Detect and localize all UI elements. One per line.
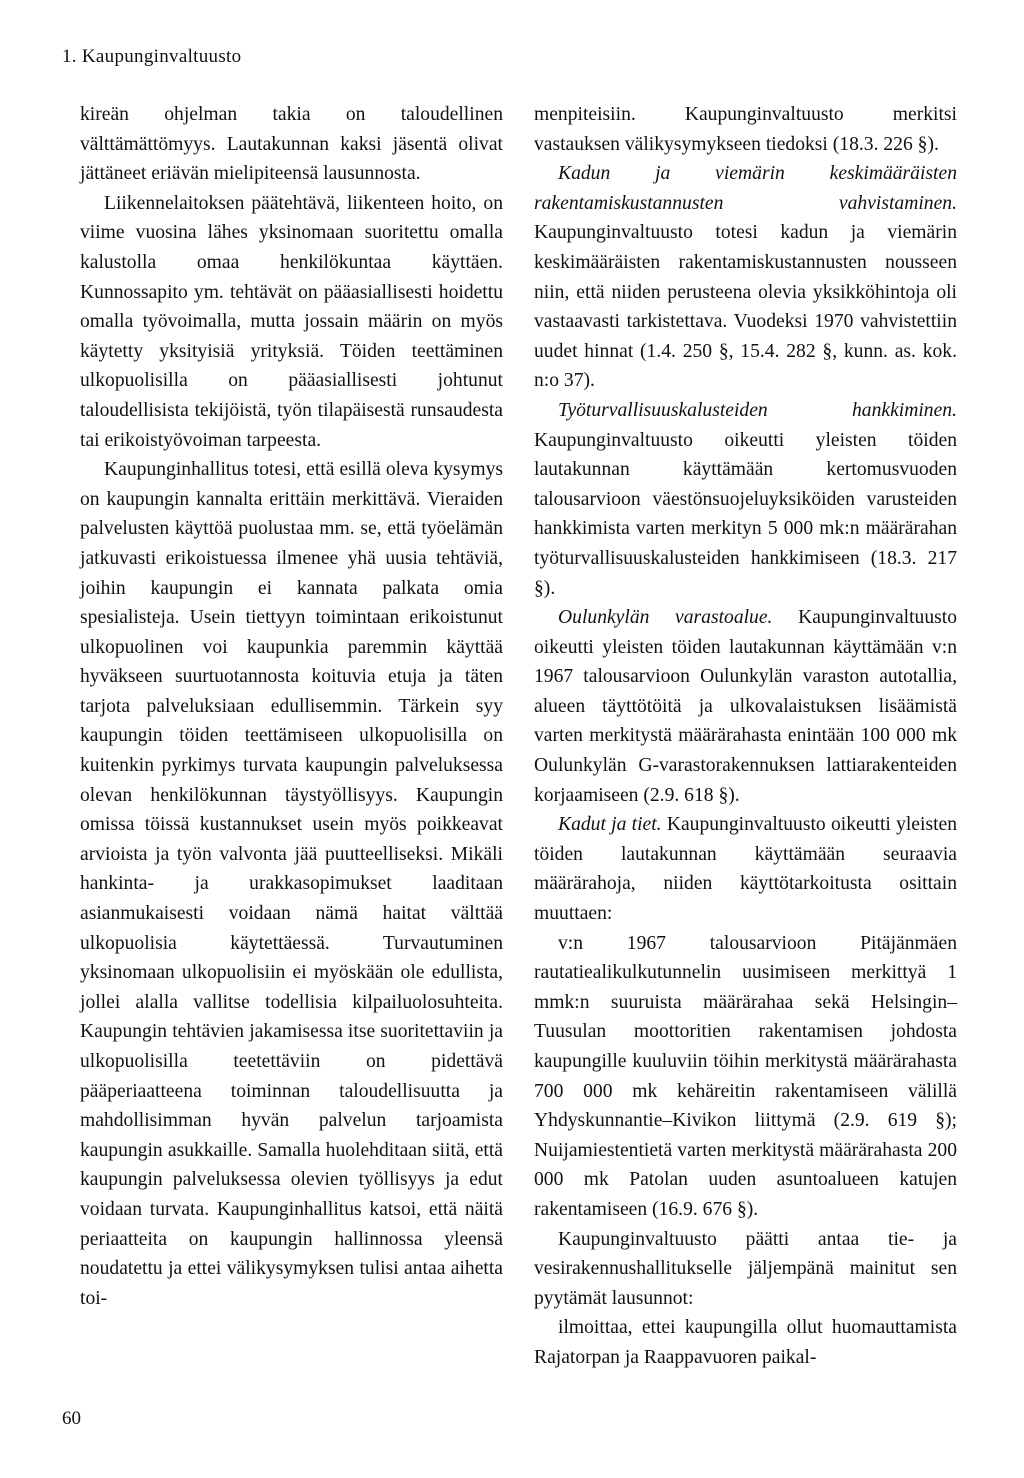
paragraph: v:n 1967 talousarvioon Pitäjänmäen rautatiealikulkutunnelin uusimiseen merkittyä 1 mmk:n suuruista määrärahaa sekä Helsingin–Tuusulan moottoritien rakentamisen johdosta kaupungille kuuluviin töihin merkitystä määrärahasta 700 000 mk kehäreitin rakentamiseen välillä Yhdyskunnantie–Kivikon liittymä (2.9. 619 §); Nuijamiestentietä varten merkitystä määrärahasta 200 000 mk Patolan uuden asuntoalueen katujen rakentamiseen (16.9. 676 §). bbox=[534, 932, 957, 1220]
section-title: Kadut ja tiet. bbox=[558, 814, 662, 836]
section-paragraph bbox=[534, 810, 957, 928]
section-paragraph bbox=[534, 396, 957, 603]
paragraph: ilmoittaa, ettei kaupungilla ollut huomauttamista Rajatorpan ja Raappavuoren paikal- bbox=[534, 1317, 957, 1368]
paragraph: kireän ohjelman takia on taloudellinen välttämättömyys. Lautakunnan kaksi jäsentä olivat jättäneet eriävän mielipiteensä lausunnosta. bbox=[80, 104, 503, 185]
section-title: Oulunkylän varastoalue. bbox=[558, 607, 773, 629]
right-column bbox=[534, 100, 957, 1373]
paragraph: menpiteisiin. Kaupunginvaltuusto merkitsi vastauksen välikysymykseen tiedoksi (18.3. 226 §). bbox=[534, 104, 957, 155]
paragraph: Kaupunginhallitus totesi, että esillä oleva kysymys on kaupungin kannalta erittäin merkittävä. Vieraiden palvelusten käyttöä puolustaa mm. se, että työelämän jatkuvasti erikoistuessa ilmenee yhä uusia tehtäviä, joihin kaupungin ei kannata palkata omia spesialisteja. Usein tiettyyn toimintaan erikoistunut ulkopuolinen voi kaupunkia paremmin käyttää hyväkseen suurtuotannosta koituvia etuja ja täten tarjota palveluksiaan edullisemmin. Tärkein syy kaupungin töiden teettämiseen ulkopuolisilla on kuitenkin pyrkimys turvata kaupungin palveluksessa olevan henkilökunnan täystyöllisyys. Kaupungin omissa töissä kustannukset usein myös poikkeavat arvioista ja työn valvonta jää puutteelliseksi. Mikäli hankinta- ja urakkasopimukset laaditaan asianmukaisesti voidaan nämä haitat välttää ulkopuolisia käytettäessä. Turvautuminen yksinomaan ulkopuolisiin ei myöskään ole edullista, jollei alalla vallitse todellisia kilpailuolosuhteita. Kaupungin tehtävien jakamisessa itse suoritettaviin ja ulkopuolisilla teetettäviin on pidettävä pääperiaatteena toiminnan taloudellisuutta ja mahdollisimman hyvän palvelun tarjoamista kaupungin asukkaille. Samalla huolehditaan siitä, että kaupungin palveluksessa olevien työllisyys ja edut voidaan turvata. Kaupunginhallitus katsoi, että näitä periaatteita on kaupungin hallinnossa yleensä noudatettu ja ettei välikysymyksen tulisi antaa aihetta toi- bbox=[80, 459, 503, 1309]
page-number: 60 bbox=[62, 1408, 81, 1429]
paragraph: Liikennelaitoksen päätehtävä, liikenteen hoito, on viime vuosina lähes yksinomaan suoritettu omalla kalustolla omaa henkilökuntaa käyttäen. Kunnossapito ym. tehtävät on pääasiallisesti hoidettu omalla työvoimalla, mutta jossain määrin on myös käytetty yksityisiä yrityksiä. Töiden teettäminen ulkopuolisilla on pääasiallisesti johtunut taloudellisista tekijöistä, työn tilapäisestä runsaudesta tai erikoistyövoiman tarpeesta. bbox=[80, 192, 503, 451]
running-head: 1. Kaupunginvaltuusto bbox=[62, 46, 242, 67]
section-body: Kaupunginvaltuusto oikeutti yleisten töiden lautakunnan käyttämään kertomusvuoden talousarvioon väestönsuojeluyksiköiden varusteiden hankkimista varten merkityn 5 000 mk:n määrärahan työturvallisuuskalusteiden hankkimiseen (18.3. 217 §). bbox=[534, 429, 957, 599]
section-paragraph bbox=[534, 159, 957, 396]
left-column bbox=[80, 100, 503, 1313]
section-title: Työturvallisuuskalusteiden hankkiminen. bbox=[558, 399, 957, 421]
paragraph: Kaupunginvaltuusto päätti antaa tie- ja vesirakennushallitukselle jäljempänä mainitut sen pyytämät lausunnot: bbox=[534, 1228, 957, 1309]
section-body: Kaupunginvaltuusto oikeutti yleisten töiden lautakunnan käyttämään seuraavia määrärahoja, niiden käyttötarkoitusta osittain muuttaen: bbox=[534, 814, 958, 925]
section-body: Kaupunginvaltuusto oikeutti yleisten töiden lautakunnan käyttämään v:n 1967 talousarvioon Oulunkylän varaston autotallia, alueen täyttötöitä ja ulkovalaistuksen lisäämistä varten merkitystä määrärahasta enintään 100 000 mk Oulunkylän G-varastorakennuksen lattiarakenteiden korjaamiseen (2.9. 618 §). bbox=[534, 607, 957, 806]
section-title: Kadun ja viemärin keskimääräisten rakentamiskustannusten vahvistaminen. bbox=[534, 163, 957, 214]
section-paragraph bbox=[534, 603, 957, 810]
section-body: Kaupunginvaltuusto totesi kadun ja viemärin keskimääräisten rakentamiskustannusten nousseen niin, että niiden perusteena olevia yksikköhintoja oli vastaavasti tarkistettava. Vuodeksi 1970 vahvistettiin uudet hinnat (1.4. 250 §, 15.4. 282 §, kunn. as. kok. n:o 37). bbox=[534, 222, 957, 392]
